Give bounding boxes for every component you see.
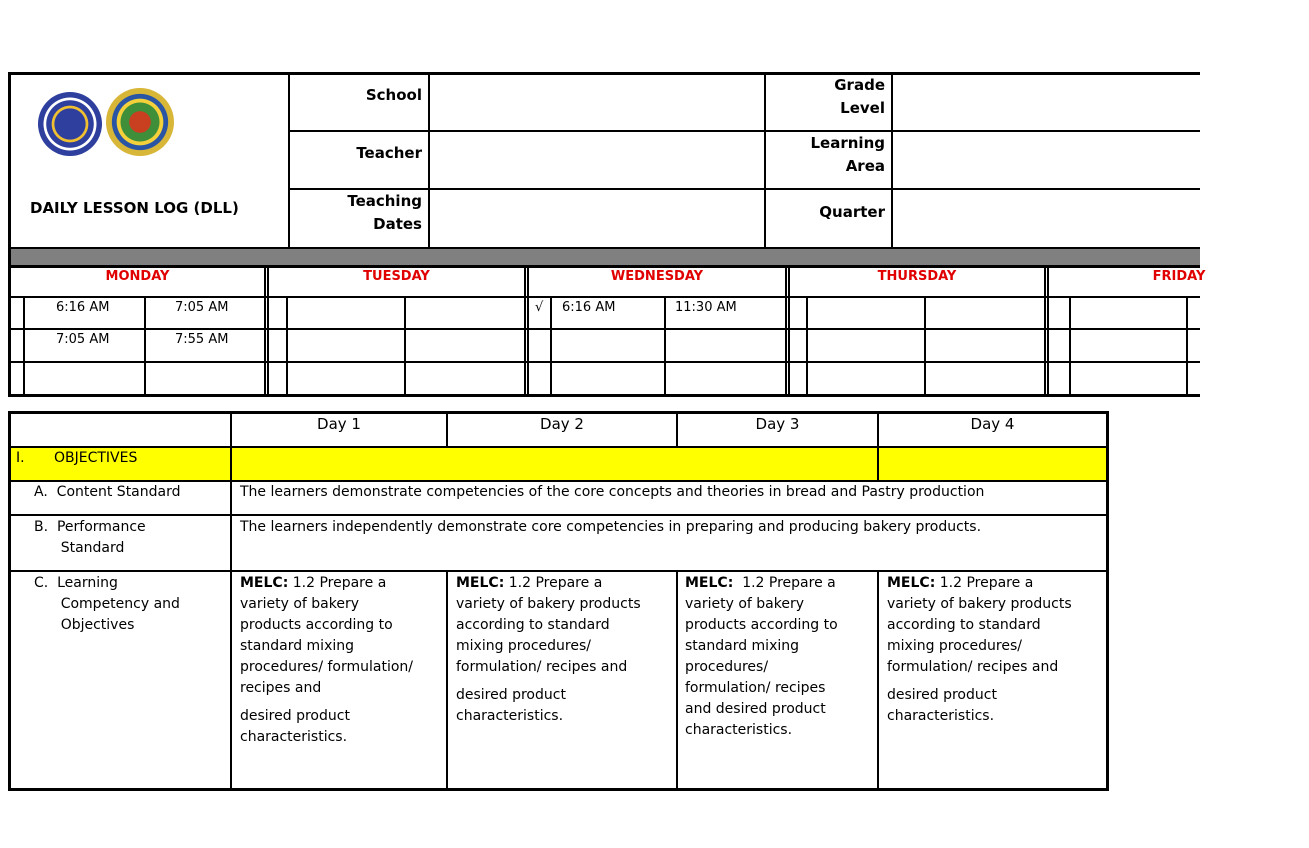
quarter-field[interactable] [895,192,1195,244]
melc-day-3 [685,573,875,741]
day-4-header: Day 4 [970,415,1015,433]
day-thursday: THURSDAY [877,269,957,284]
department-of-education-seal-logo [106,88,174,156]
objectives-highlight-day-4 [879,448,1106,480]
teaching-dates-label: Teaching Dates [347,192,422,233]
day-3-header: Day 3 [755,415,800,433]
melc-text-cont: desired product characteristics. [240,708,350,745]
performance-standard-label: B. Performance Standard [34,519,146,556]
learning-area-field[interactable] [895,134,1195,186]
melc-text: 1.2 Prepare a variety of bakery products according to standard mixing procedures/ formulation/ recipes and [456,575,641,675]
day-2-header: Day 2 [540,415,584,433]
melc-label: MELC: [685,575,734,591]
monday-end-time-2: 7:55 AM [175,332,229,347]
learning-competency-label: C. Learning Competency and Objectives [34,575,180,633]
school-field[interactable] [432,76,762,128]
day-friday: FRIDAY [1152,269,1206,284]
objectives-number: I. [16,450,25,466]
grade-level-field[interactable] [895,76,1195,128]
teacher-field[interactable] [432,134,762,186]
wednesday-check-mark: √ [535,300,544,315]
deped-seal-logo [38,92,102,156]
melc-day-1 [240,573,445,748]
performance-standard-text: The learners independently demonstrate core competencies in preparing and producing bakery products. [240,519,982,535]
page-title: DAILY LESSON LOG (DLL) [30,199,239,217]
melc-text: 1.2 Prepare a variety of bakery products according to standard mixing procedures/ formulation/ recipes and [887,575,1072,675]
day-wednesday: WEDNESDAY [610,269,704,284]
school-label: School [365,86,422,104]
content-standard-text: The learners demonstrate competencies of the core concepts and theories in bread and Pastry production [240,484,985,500]
melc-day-4 [887,573,1105,727]
grey-band [8,249,1200,265]
melc-label: MELC: [240,575,289,591]
melc-day-2 [456,573,674,727]
objectives-label: OBJECTIVES [54,450,138,466]
teaching-dates-field[interactable] [432,192,762,244]
content-standard-label: A. Content Standard [34,484,181,500]
teacher-label: Teacher [356,144,422,162]
day-monday: MONDAY [105,269,170,284]
day-tuesday: TUESDAY [363,269,430,284]
quarter-label: Quarter [819,203,885,221]
monday-start-time-1: 6:16 AM [56,300,110,315]
melc-text: 1.2 Prepare a variety of bakery products according to standard mixing procedures/ formulation/ recipes and desired product characteristics. [685,575,838,738]
learning-area-label: Learning Area [810,134,885,175]
wednesday-start-time-1: 6:16 AM [562,300,616,315]
melc-label: MELC: [456,575,505,591]
grade-level-label: Grade Level [834,76,885,117]
melc-text-cont: desired product characteristics. [887,687,997,724]
day-1-header: Day 1 [317,415,361,433]
objectives-highlight-days-1-3 [232,448,877,480]
monday-end-time-1: 7:05 AM [175,300,229,315]
wednesday-end-time-1: 11:30 AM [675,300,737,315]
melc-text-cont: desired product characteristics. [456,687,566,724]
monday-start-time-2: 7:05 AM [56,332,110,347]
melc-text: 1.2 Prepare a variety of bakery products according to standard mixing procedures/ formulation/ recipes and [240,575,414,696]
melc-label: MELC: [887,575,936,591]
